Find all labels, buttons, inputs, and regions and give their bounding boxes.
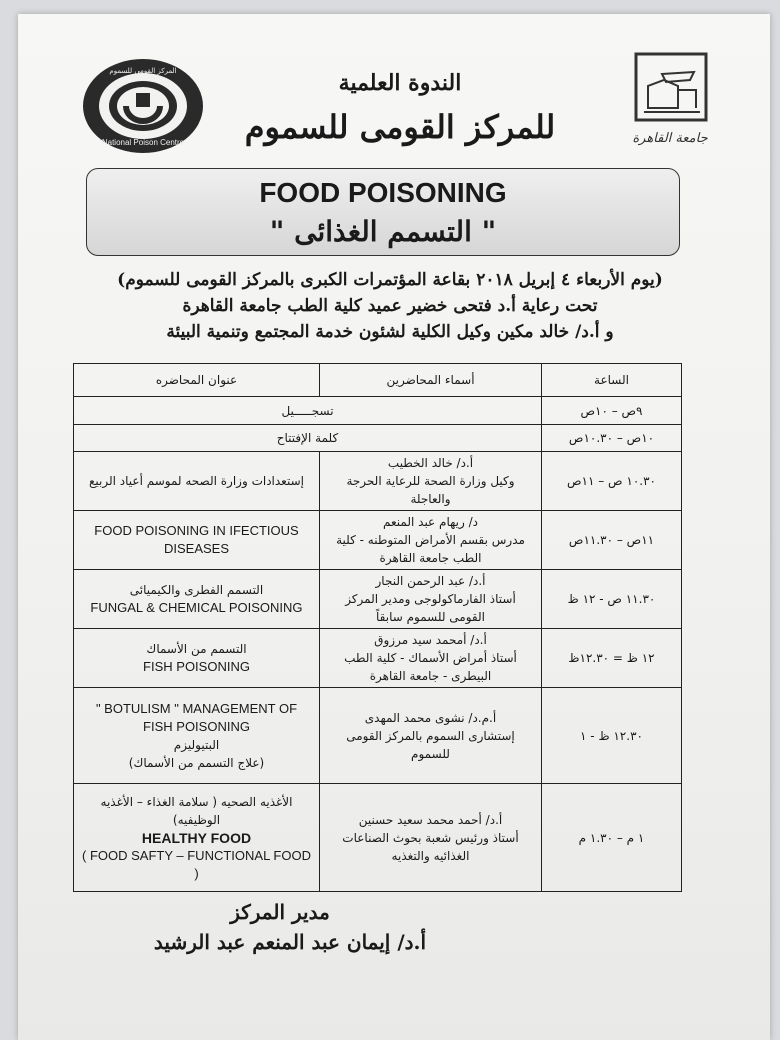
speaker-name: أ.م.د/ نشوى محمد المهدى: [364, 710, 497, 725]
logo-left-text-ar: المركز القومي للسموم: [109, 67, 177, 75]
intro-line-1: (يوم الأربعاء ٤ إبريل ٢٠١٨ بقاعة المؤتمرات الكبرى بالمركز القومى للسموم): [117, 270, 663, 290]
header-time: الساعة: [542, 364, 682, 397]
topic-arabic: إستعدادات وزارة الصحه لموسم أعياد الربيع: [89, 474, 304, 488]
speaker-cell: [320, 688, 542, 784]
speaker-title: مدرس بقسم الأمراض المتوطنه - كلية الطب جامعة القاهرة: [336, 533, 525, 565]
speaker-title: إستشارى السموم بالمركز القومى للسموم: [346, 728, 515, 761]
table-row: [74, 452, 682, 511]
speaker-name: أ.د/ عبد الرحمن النجار: [375, 574, 486, 588]
registration-time: ٩ص – ١٠ص: [542, 397, 682, 425]
logo-right-text: جامعة القاهرة: [632, 131, 708, 146]
opening-time: ١٠ص – ١٠.٣٠ص: [542, 425, 682, 452]
topic-english: FISH POISONING: [143, 659, 250, 674]
topic-arabic: التسمم الفطرى والكيميائى: [129, 583, 264, 597]
national-poison-centre-logo: [82, 57, 204, 155]
cairo-university-logo: [616, 50, 724, 150]
speaker-cell: [320, 784, 542, 892]
speaker-name: أ.د/ أحمد محمد سعيد حسنين: [358, 812, 503, 827]
intro-line-3: و أ.د/ خالد مكين وكيل الكلية لشئون خدمة المجتمع وتنمية البيئة: [166, 322, 614, 342]
topic-arabic: التسمم من الأسماك: [146, 642, 247, 656]
registration-row: [74, 397, 682, 425]
time-cell: ١٢.٣٠ ظ - ١: [542, 688, 682, 784]
speaker-name: د/ ريهام عبد المنعم: [383, 515, 478, 529]
table-row: [74, 511, 682, 570]
speaker-cell: [320, 511, 542, 570]
signature-name: أ.د/ إيمان عبد المنعم عبد الرشيد: [153, 930, 427, 954]
topic-english: FOOD POISONING IN IFECTIOUS DISEASES: [94, 523, 299, 556]
table-header-row: [74, 364, 682, 397]
speaker-cell: [320, 452, 542, 511]
topic-cell: [74, 511, 320, 570]
table-row: [74, 629, 682, 688]
topic-cell: [74, 452, 320, 511]
topic-english: FUNGAL & CHEMICAL POISONING: [90, 600, 303, 615]
speaker-name: أ.د/ أمحمد سيد مرزوق: [374, 633, 487, 647]
time-cell: ١١ص – ١١.٣٠ص: [542, 511, 682, 570]
table-row: [74, 784, 682, 892]
title-box: [86, 168, 680, 256]
time-cell: ١٠.٣٠ ص – ١١ص: [542, 452, 682, 511]
topic-english-2: ( FOOD SAFTY – FUNCTIONAL FOOD ): [82, 847, 311, 881]
signature-role: مدير المركز: [230, 900, 330, 924]
speaker-cell: [320, 629, 542, 688]
topic-cell: [74, 688, 320, 784]
topic-cell: [74, 784, 320, 892]
speaker-title: أستاذ أمراض الأسماك - كلية الطب البيطرى - جامعة القاهرة: [344, 651, 517, 683]
opening-row: [74, 425, 682, 452]
time-cell: ١١.٣٠ ص - ١٢ ظ: [542, 570, 682, 629]
header-speakers: أسماء المحاضرين: [320, 364, 542, 397]
registration-label: تسجـــــيل: [74, 397, 542, 425]
header-topic: عنوان المحاضره: [74, 364, 320, 397]
speaker-name: أ.د/ خالد الخطيب: [387, 456, 474, 470]
time-cell: ١٢ ظ = ١٢.٣٠ظ: [542, 629, 682, 688]
intro-line-2: تحت رعاية أ.د فتحى خضير عميد كلية الطب جامعة القاهرة: [182, 296, 598, 316]
speaker-title: أستاذ الفارماكولوجى ومدير المركز القومى للسموم سابقاً: [345, 592, 516, 624]
header-line-2: للمركز القومى للسموم: [244, 108, 556, 146]
topic-arabic: الأغذيه الصحيه ( سلامة الغذاء – الأغذيه الوظيفيه): [100, 794, 293, 827]
opening-label: كلمة الإفتتاح: [74, 425, 542, 452]
topic-arabic-2: (علاج التسمم من الأسماك): [128, 755, 265, 770]
title-arabic: " التسمم الغذائى ": [269, 215, 497, 248]
table-row: [74, 688, 682, 784]
speaker-title: وكيل وزارة الصحة للرعاية الحرجة والعاجلة: [346, 474, 515, 506]
topic-english: HEALTHY FOOD: [141, 829, 252, 846]
topic-cell: [74, 629, 320, 688]
logo-left-text-en: National Poison Centre: [101, 138, 185, 147]
topic-cell: [74, 570, 320, 629]
topic-english: " BOTULISM " MANAGEMENT OF FISH POISONING: [95, 700, 298, 734]
title-english: FOOD POISONING: [259, 177, 507, 208]
header-line-1: الندوة العلمية: [338, 70, 462, 96]
table-row: [74, 570, 682, 629]
speaker-cell: [320, 570, 542, 629]
speaker-title: أستاذ ورئيس شعبة بحوث الصناعات الغذائيه والتغذيه: [342, 830, 519, 863]
schedule-table: [73, 363, 682, 892]
time-cell: ١ م – ١.٣٠ م: [542, 784, 682, 892]
topic-arabic: البتيوليزم: [173, 737, 220, 752]
